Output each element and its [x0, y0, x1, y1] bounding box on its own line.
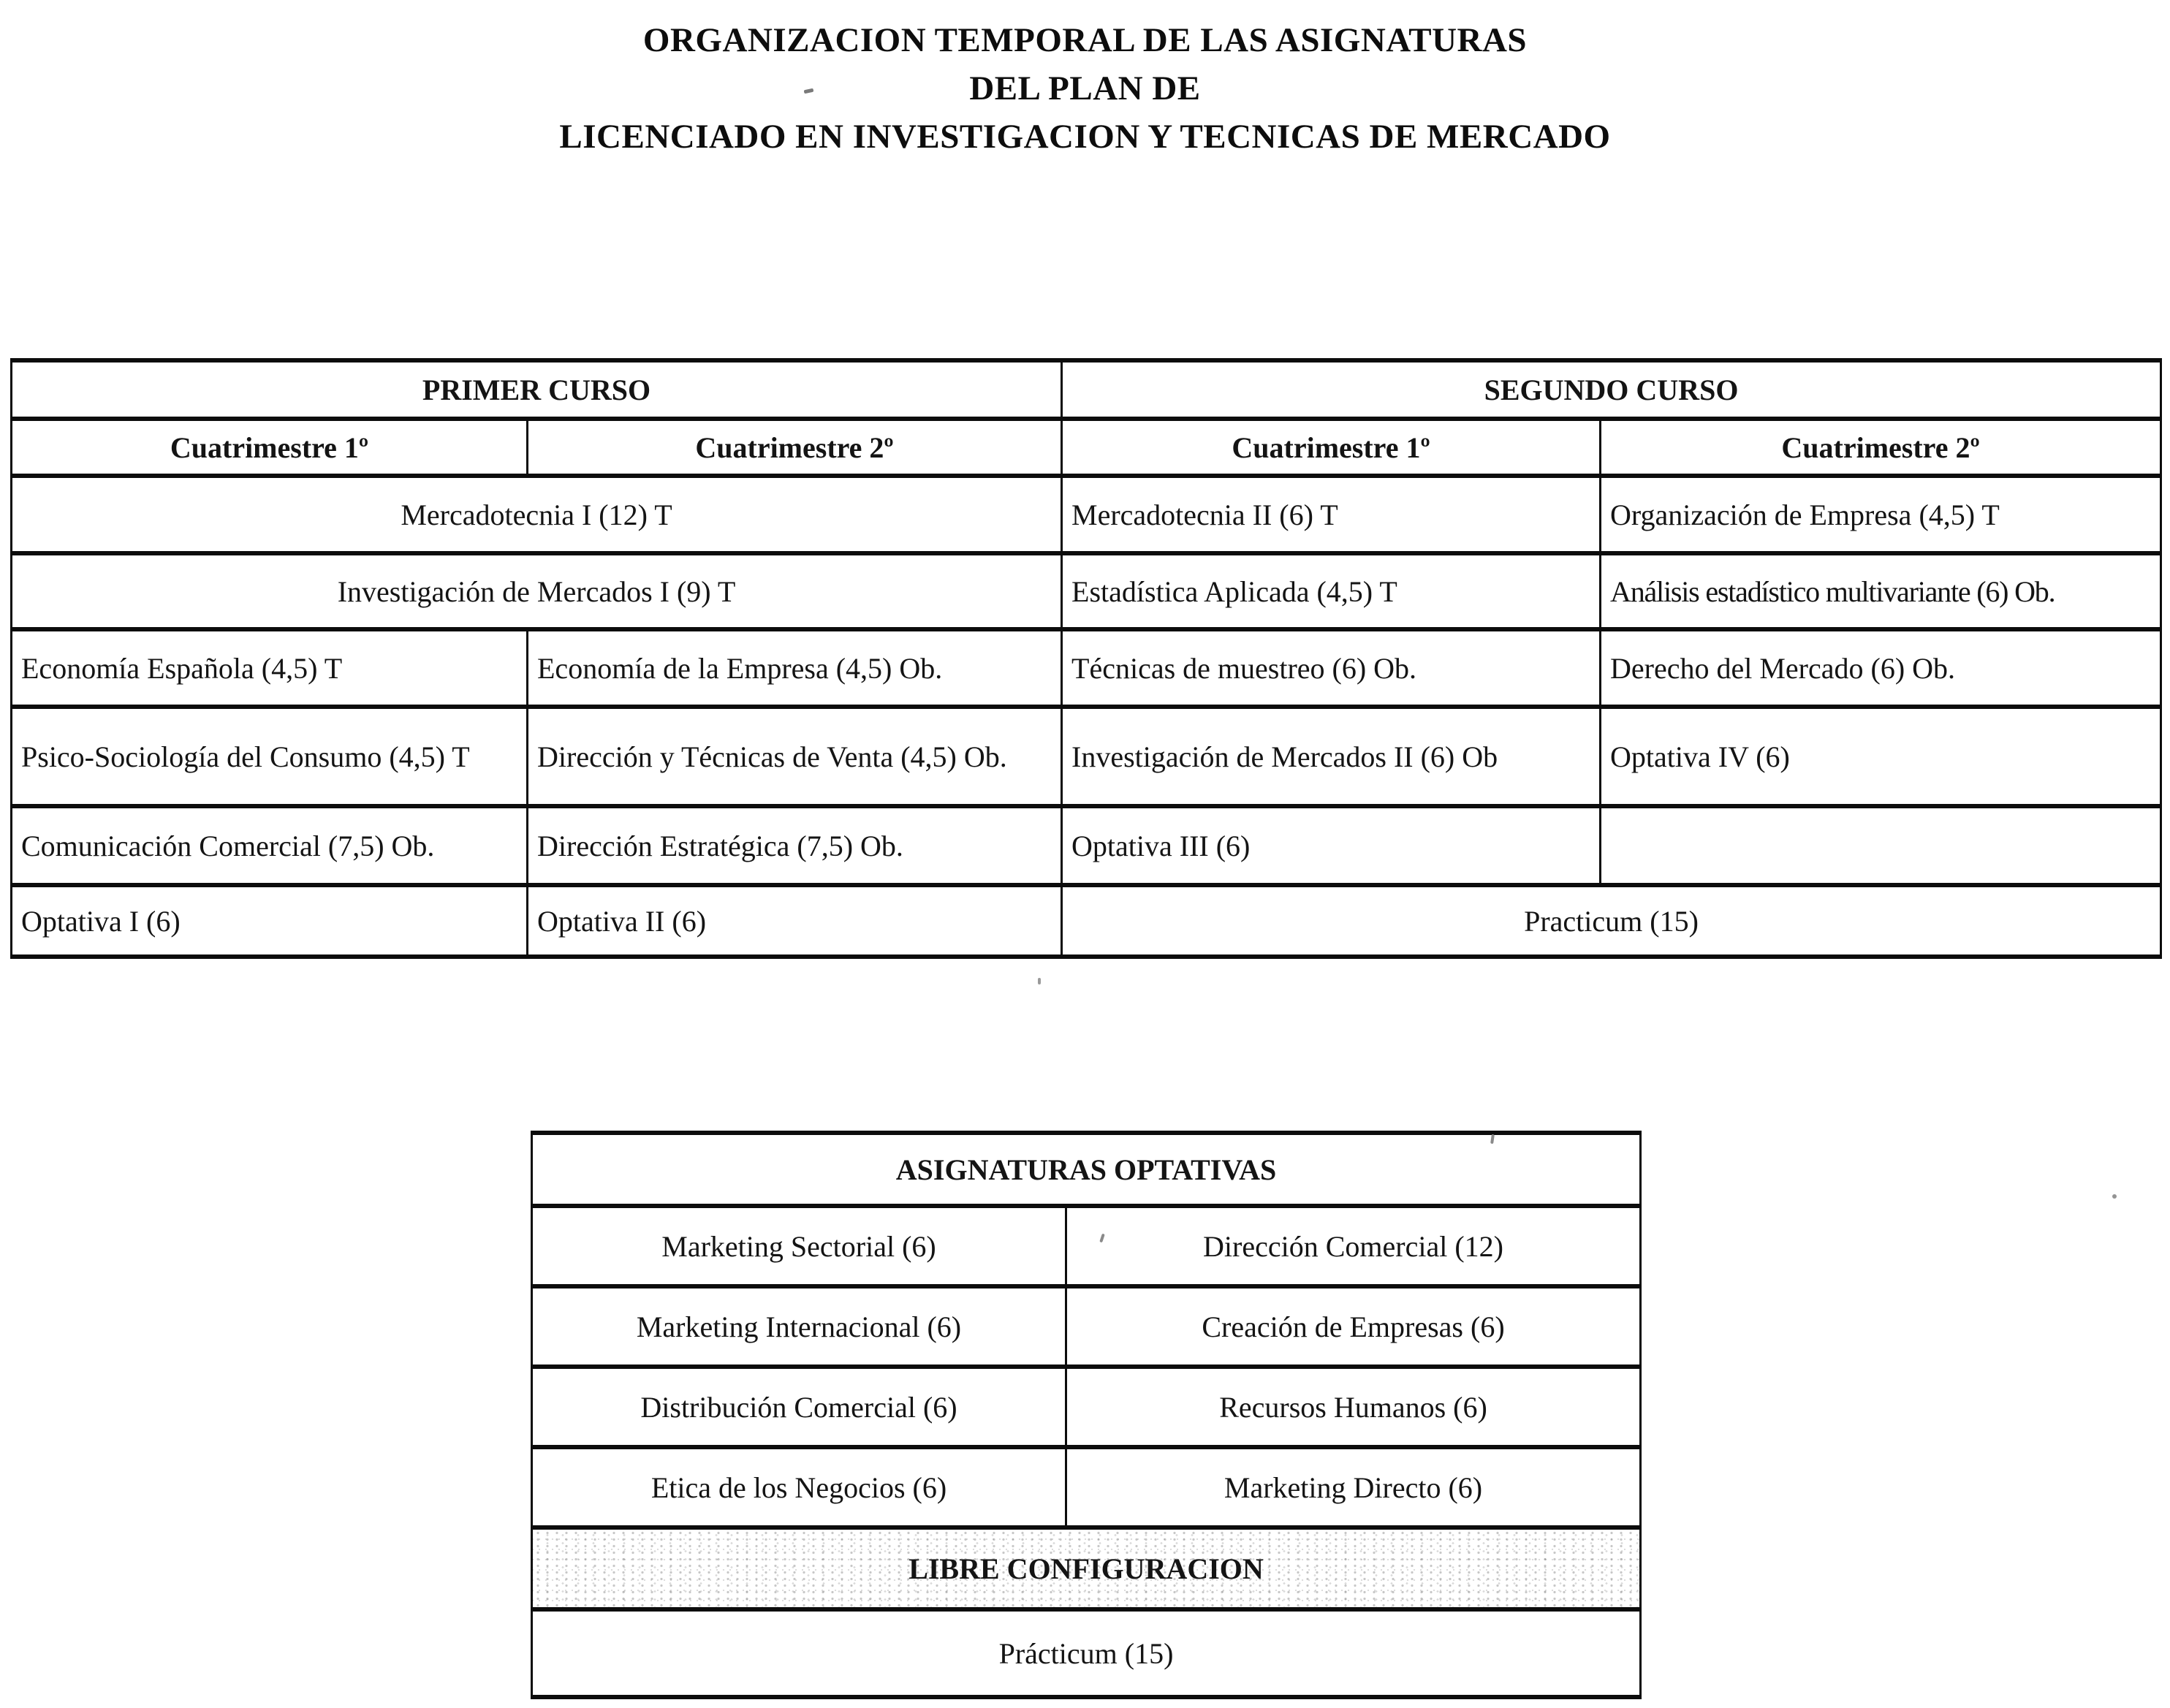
optional-subject-cell: Creación de Empresas (6) — [1066, 1286, 1641, 1367]
title-line-2: DEL PLAN DE — [969, 69, 1201, 107]
subject-cell: Economía Española (4,5) T — [12, 629, 528, 707]
subject-cell: Economía de la Empresa (4,5) Ob. — [528, 629, 1062, 707]
subject-cell: Derecho del Mercado (6) Ob. — [1601, 629, 2161, 707]
scan-artifact — [1038, 978, 1041, 984]
optional-subject-cell: Distribución Comercial (6) — [532, 1367, 1066, 1447]
optional-subject-cell: Etica de los Negocios (6) — [532, 1447, 1066, 1527]
optional-subject-cell: Marketing Sectorial (6) — [532, 1206, 1066, 1286]
scan-artifact — [2112, 1194, 2117, 1199]
subject-cell: Mercadotecnia I (12) T — [12, 476, 1062, 553]
optional-subjects-header: ASIGNATURAS OPTATIVAS — [532, 1133, 1641, 1206]
subject-cell: Dirección y Técnicas de Venta (4,5) Ob. — [528, 707, 1062, 806]
subject-cell: Comunicación Comercial (7,5) Ob. — [12, 806, 528, 885]
semester-header: Cuatrimestre 2º — [1601, 419, 2161, 476]
libre-configuracion-header: LIBRE CONFIGURACION — [532, 1527, 1641, 1609]
semester-header: Cuatrimestre 1º — [1062, 419, 1601, 476]
subject-cell: Optativa I (6) — [12, 885, 528, 957]
practicum-cell: Prácticum (15) — [532, 1609, 1641, 1697]
document-title — [0, 16, 2170, 161]
subject-cell: Practicum (15) — [1062, 885, 2161, 957]
optional-subjects-table — [531, 1131, 1642, 1699]
subject-cell: Organización de Empresa (4,5) T — [1601, 476, 2161, 553]
subject-cell: Técnicas de muestreo (6) Ob. — [1062, 629, 1601, 707]
subject-cell: Psico-Sociología del Consumo (4,5) T — [12, 707, 528, 806]
subject-cell: Optativa II (6) — [528, 885, 1062, 957]
course-header-primer: PRIMER CURSO — [12, 360, 1062, 419]
subject-cell: Investigación de Mercados I (9) T — [12, 553, 1062, 629]
subject-cell: Investigación de Mercados II (6) Ob — [1062, 707, 1601, 806]
course-header-segundo: SEGUNDO CURSO — [1062, 360, 2161, 419]
subject-cell: Optativa III (6) — [1062, 806, 1601, 885]
subject-cell: Mercadotecnia II (6) T — [1062, 476, 1601, 553]
optional-subject-cell: Marketing Internacional (6) — [532, 1286, 1066, 1367]
subject-cell-empty — [1601, 806, 2161, 885]
optional-subject-cell: Marketing Directo (6) — [1066, 1447, 1641, 1527]
semester-header: Cuatrimestre 1º — [12, 419, 528, 476]
subject-cell: Análisis estadístico multivariante (6) Ob. — [1601, 553, 2161, 629]
title-line-3: LICENCIADO EN INVESTIGACION Y TECNICAS DE MERCADO — [559, 118, 1611, 156]
curriculum-table — [10, 358, 2162, 959]
subject-cell: Optativa IV (6) — [1601, 707, 2161, 806]
optional-subject-cell: Recursos Humanos (6) — [1066, 1367, 1641, 1447]
subject-cell: Estadística Aplicada (4,5) T — [1062, 553, 1601, 629]
optional-subject-cell: Dirección Comercial (12) — [1066, 1206, 1641, 1286]
subject-cell: Dirección Estratégica (7,5) Ob. — [528, 806, 1062, 885]
title-line-1: ORGANIZACION TEMPORAL DE LAS ASIGNATURAS — [642, 21, 1528, 59]
semester-header: Cuatrimestre 2º — [528, 419, 1062, 476]
